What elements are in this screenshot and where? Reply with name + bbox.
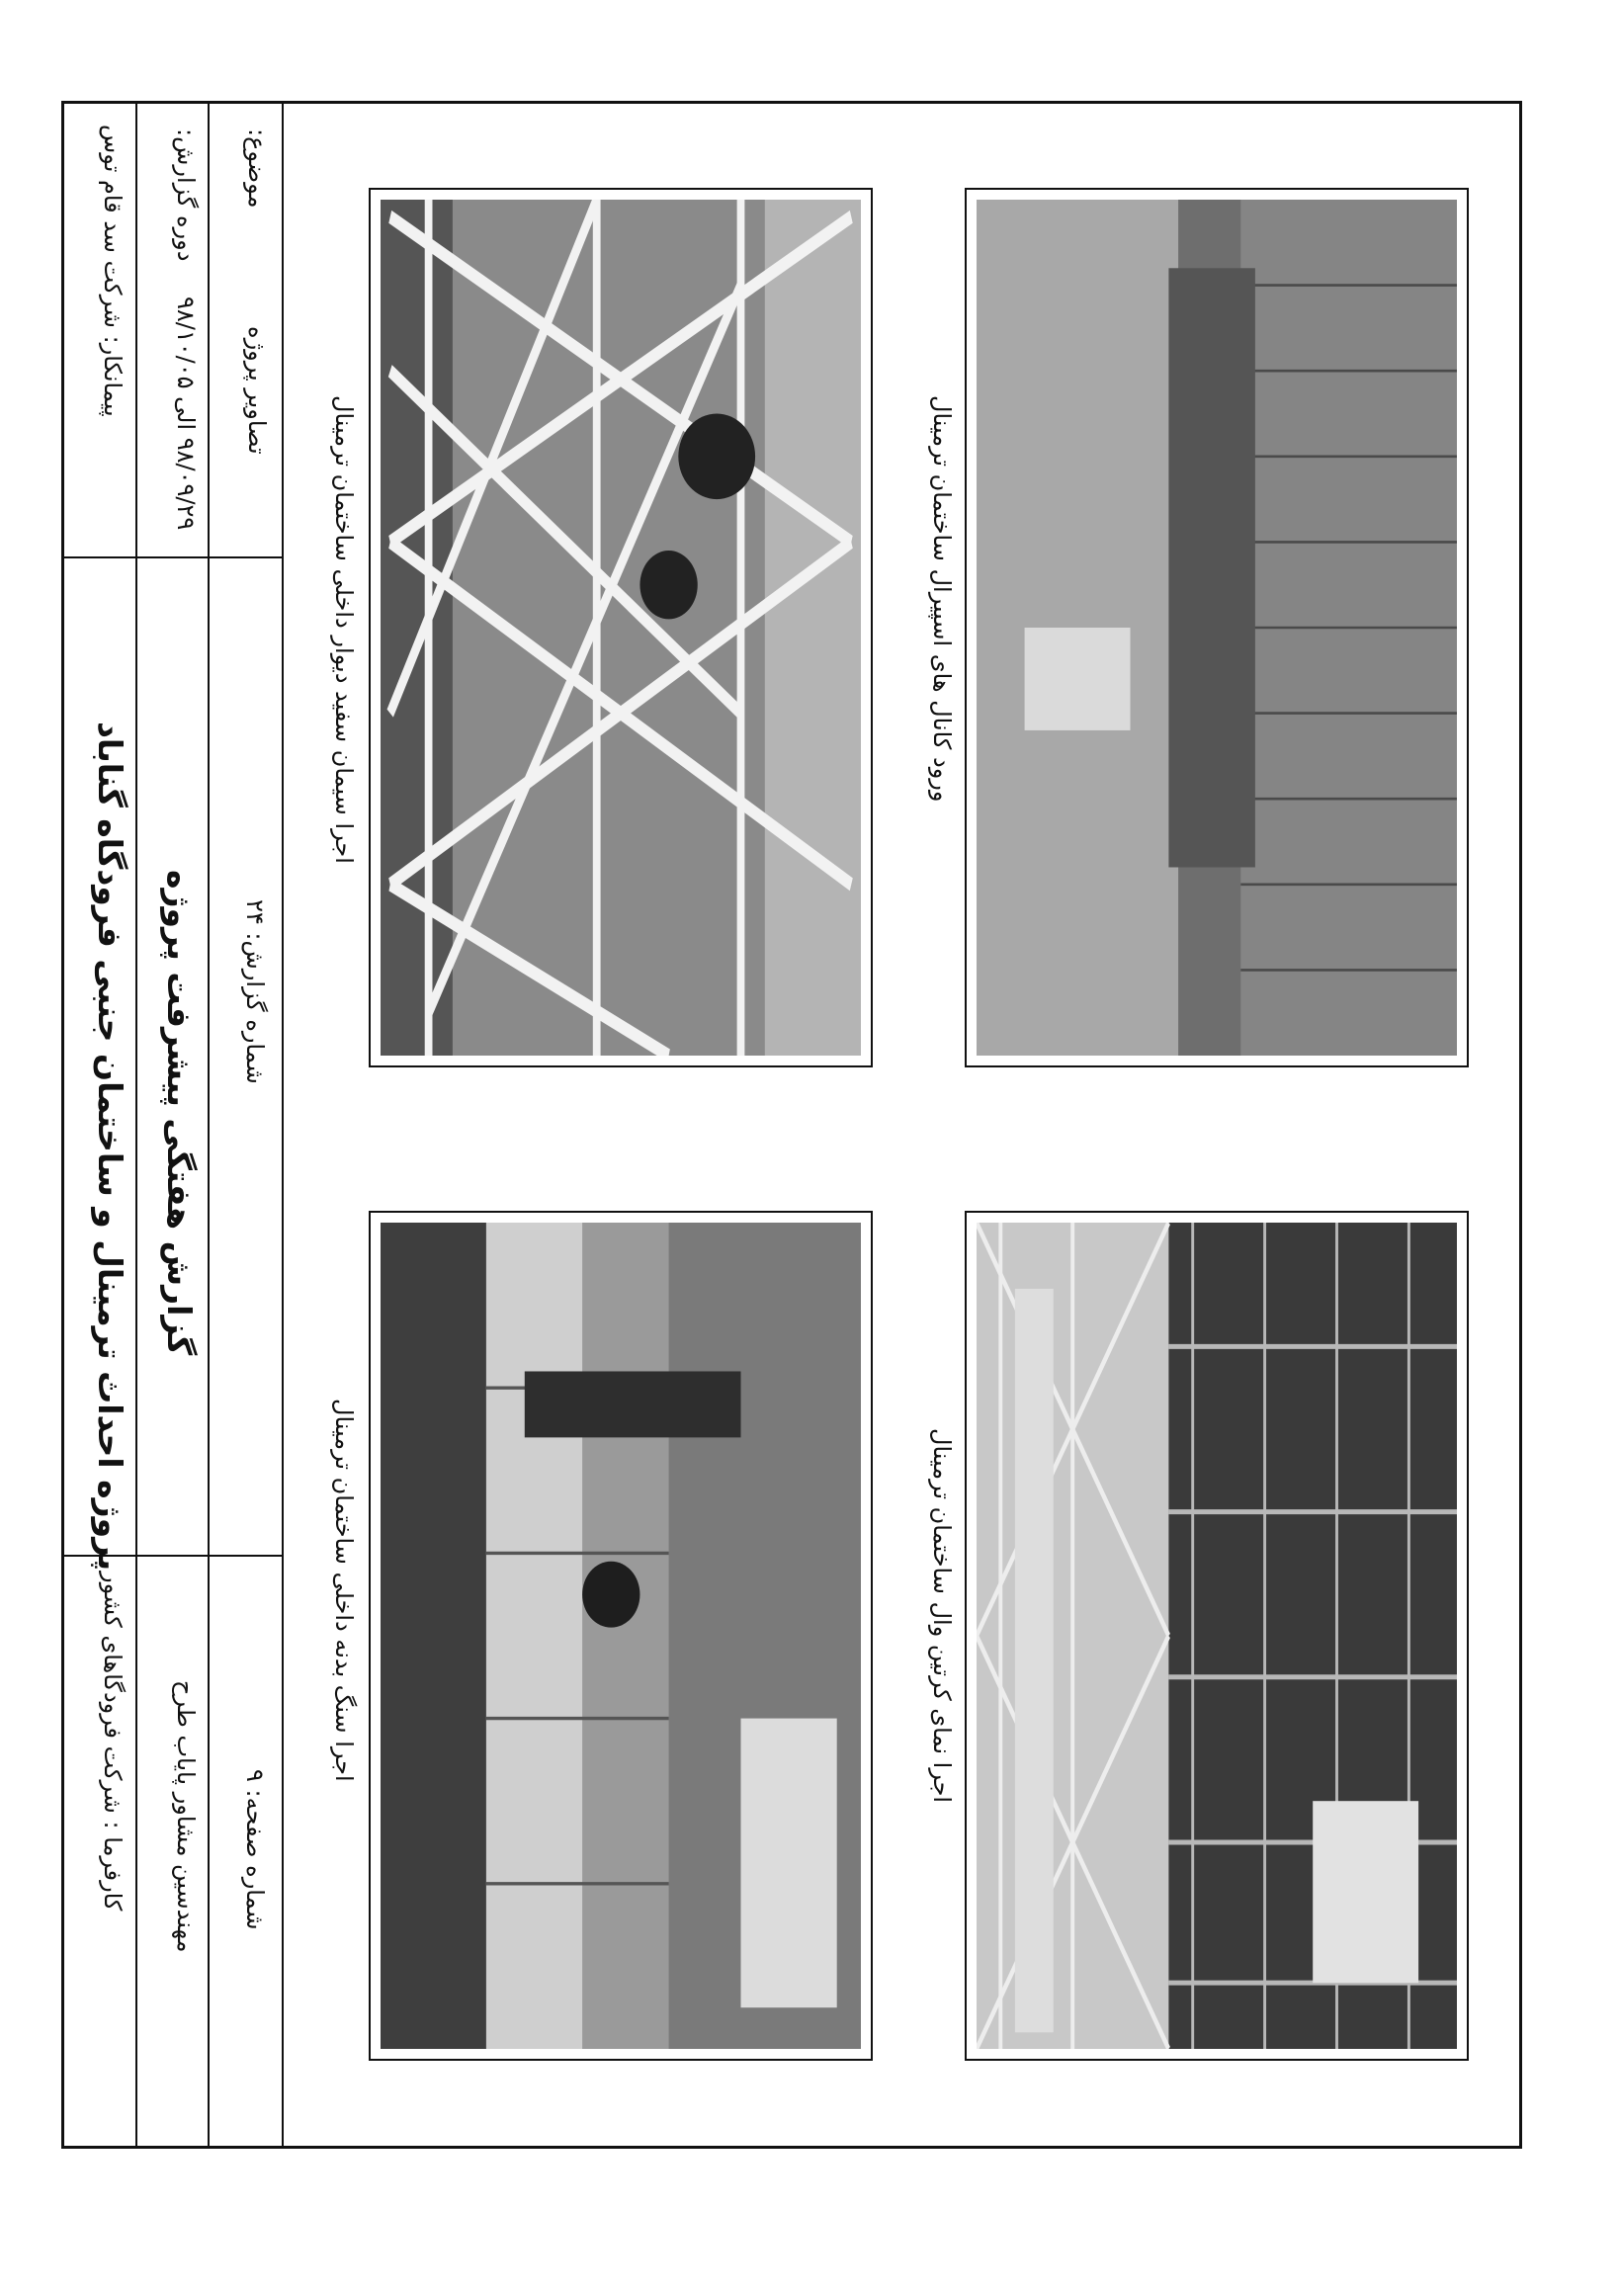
header-divider-1 — [135, 104, 137, 2146]
period-label: دوره گزارش: — [172, 128, 200, 262]
photo-frame-4 — [965, 1211, 1469, 2061]
header-divider-3 — [282, 104, 284, 2146]
photo-spiral-ducts — [977, 200, 1457, 1056]
photo-caption-4: اجرا نمای کرتین وال ساختمان ترمینال — [928, 1428, 956, 1804]
header-cut-mid — [135, 1555, 208, 1557]
photo-frame-1 — [369, 188, 873, 1067]
consultant-label: مهندسین مشاور پایاب طرح — [172, 1680, 200, 1953]
photo-interior-stone-cladding — [381, 1223, 861, 2049]
photo-caption-2: اجرا سنگ بدنه داخلی ساختمان ترمینال — [330, 1399, 358, 1782]
header-divider-2 — [208, 104, 210, 2146]
header-cut-top — [64, 556, 282, 558]
photo-frame-3 — [965, 188, 1469, 1067]
photo-caption-1: اجرا سیمان سفید دیوار داخلی ساختمان ترمینال — [330, 395, 358, 864]
page-number: شماره صفحه: ۹ — [241, 1769, 269, 1930]
subject-value: تصاویر پروژه — [243, 326, 271, 455]
report-title: گزارش هفتگی پیشرفت پروژه — [160, 870, 199, 1356]
contractor-label: پیمانکار: شرکت سد قام توس — [99, 125, 127, 417]
project-title: پروژه احداث ترمینال و ساختمان جنبی فرودگاه گناباد — [91, 722, 129, 1572]
period-value: ۹۸/۰۹/۲۹ الی ۹۸/۱۰/۰۵ — [172, 297, 200, 531]
photo-frame-2 — [369, 1211, 873, 2061]
report-number: شماره گزارش: ۲۴ — [241, 899, 269, 1084]
photo-curtain-wall-scaffolding — [977, 1223, 1457, 2049]
employer-label: کارفرما : شرکت فرودگاهای کشور — [99, 1572, 127, 1912]
photo-caption-3: ورود کانال های اسپیرال ساختمان ترمینال — [928, 395, 956, 803]
subject-label: موضوع: — [243, 128, 271, 209]
photo-space-frame-roof — [381, 200, 861, 1056]
